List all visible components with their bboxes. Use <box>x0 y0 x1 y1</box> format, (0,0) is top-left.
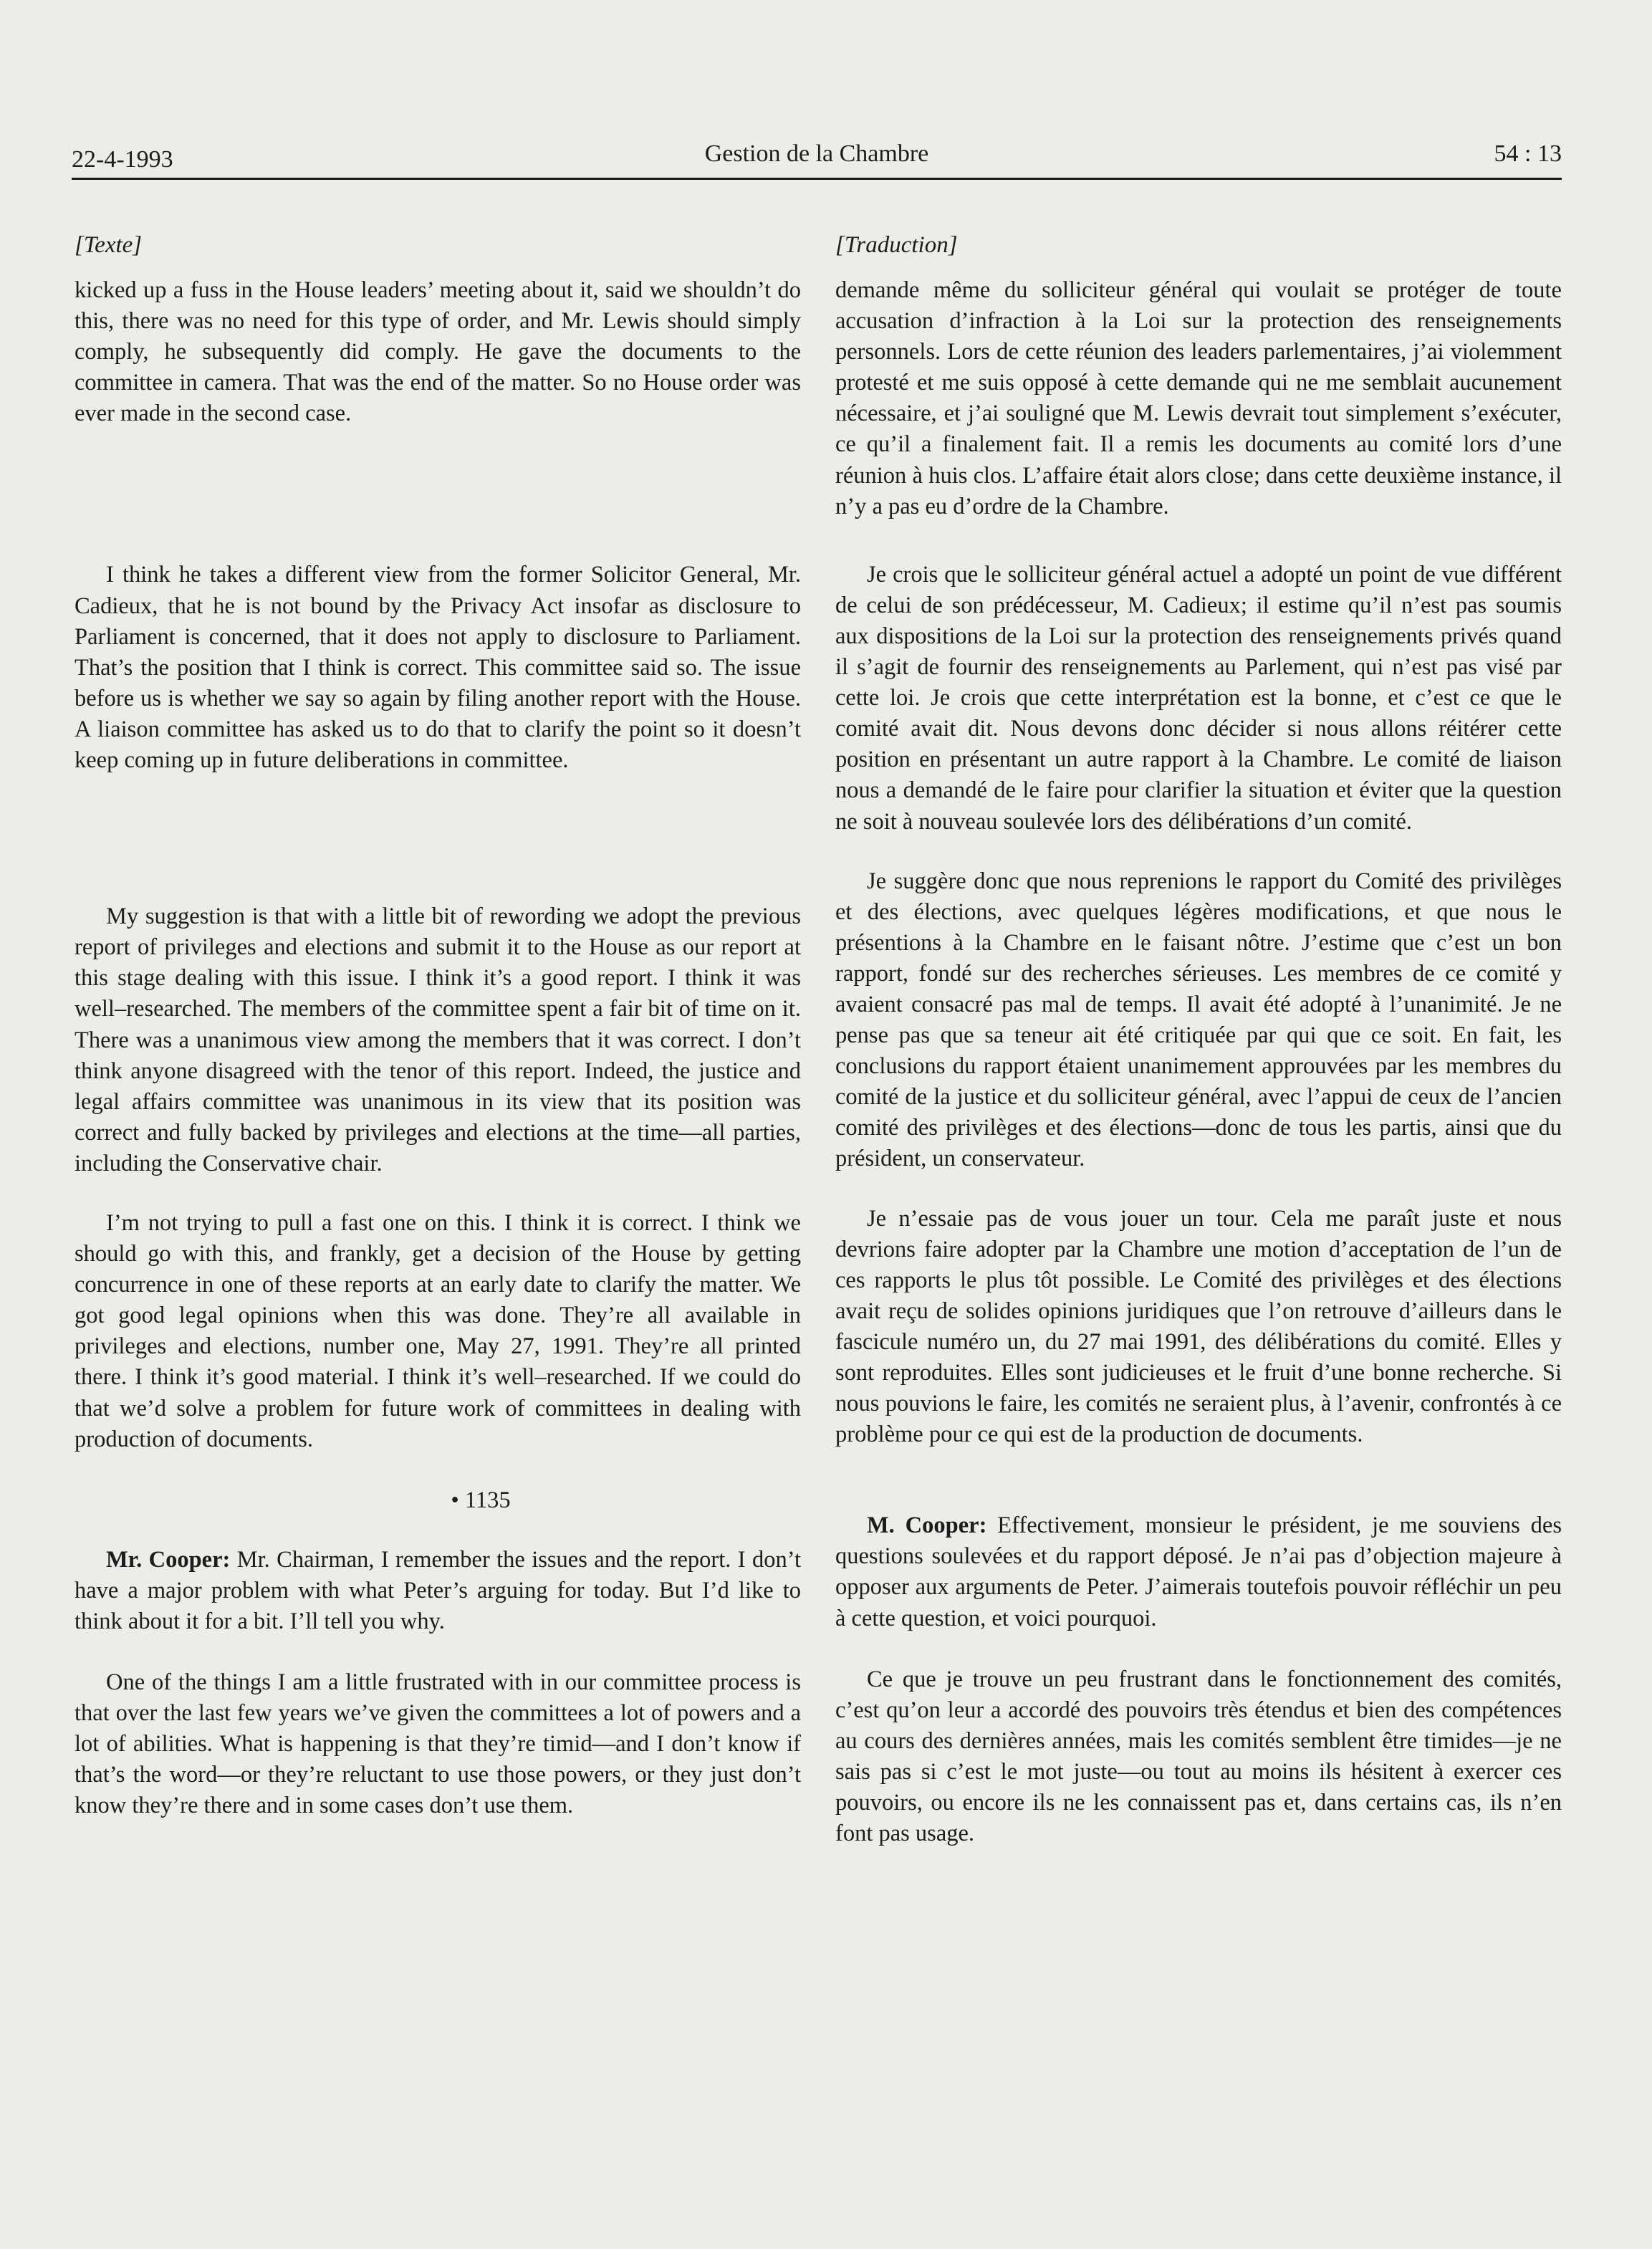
paragraph-en-1: kicked up a fuss in the House leaders’ meeting about it, said we shouldn’t do this, there was no need for this type of order, and Mr. Lewis should simply comply, he subsequently did comply. He gave the documents to the committee in camera. That was the end of the matter. So no House order was ever made in the second case. <box>75 277 801 427</box>
english-column <box>75 229 801 1821</box>
time-marker: • 1135 <box>451 1487 511 1513</box>
paragraph-fr-3: Je suggère donc que nous reprenions le rapport du Comité des privilèges et des élections, avec quelques légères modifications, et que nous le présentions à la Chambre en le faisant nôtre. J’estime que c’est un bon rapport, fondé sur des recherches sérieuses. Les membres de ce comité y avaient consacré pas mal de temps. Il avait été adopté à l’unanimité. Je ne pense pas que sa teneur ait été critiquée par qui que ce soit. En fait, les conclusions du rapport étaient unanimement approuvées par les membres du comité de la justice et du solliciteur général, avec l’appui de ceux de l’ancien comité des privilèges et des élections—donc de tous les partis, ainsi que du président, un conservateur. <box>835 868 1562 1172</box>
paragraph-en-3: My suggestion is that with a little bit of rewording we adopt the previous report of privileges and elections and submit it to the House as our report at this stage dealing with this issue. I think it’s a good report. I think it was well–researched. The members of the committee spent a fair bit of time on it. There was a unanimous view among the members that it was correct. I don’t think anyone disagreed with the tenor of this report. Indeed, the justice and legal affairs committee was unanimous in its view that its position was correct and fully backed by privileges and elections at the time—all parties, including the Conservative chair. <box>75 903 801 1176</box>
paragraph-en-6: One of the things I am a little frustrated with in our committee process is that over the last few years we’ve given the committees a lot of powers and a lot of abilities. What is happening is that they’re timid—and I don’t know if that’s the word—or they’re reluctant to use those powers, or they just don’t know they’re there and in some cases don’t use them. <box>75 1669 801 1819</box>
paragraph-fr-2: Je crois que le solliciteur général actuel a adopté un point de vue différent de celui de son prédécesseur, M. Cadieux; il estime qu’il n’est pas soumis aux dispositions de la Loi sur la protection des renseignements privés quand il s’agit de fournir des renseignements au Parlement, qui n’est pas visé par cette loi. Je crois que cette interprétation est la bonne, et c’est ce que le comité avait dit. Nous devons donc décider si nous allons réitérer cette position en présentant un autre rapport à la Chambre. Le comité de liaison nous a demandé de le faire pour clarifier la situation et éviter que la question ne soit à nouveau soulevée lors des délibérations d’un comité. <box>835 561 1562 835</box>
paragraph-en-2: I think he takes a different view from the former Solicitor General, Mr. Cadieux, that he is not bound by the Privacy Act insofar as disclosure to Parliament is concerned, that it does not apply to disclosure to Parliament. That’s the position that I think is correct. This committee said so. The issue before us is whether we say so again by filing another report with the House. A liaison committee has asked us to do that to clarify the point so it doesn’t keep coming up in future deliberations in committee. <box>75 562 801 774</box>
column-label-traduction: [Traduction] <box>835 232 958 258</box>
speaker-name-en: Mr. Cooper: <box>106 1546 231 1573</box>
paragraph-fr-6: Ce que je trouve un peu frustrant dans le fonctionnement des comités, c’est qu’on leur a accordé des pouvoirs très étendus et bien des compétences au cours des dernières années, mais les comités semblent être timides—je ne sais pas si c’est le mot juste—ou tout au moins ils hésitent à exercer ces pouvoirs, ou encore ils ne les connaissent pas et, dans certains cas, ils n’en font pas usage. <box>835 1666 1562 1847</box>
french-column <box>835 229 1562 1849</box>
header-date: 22-4-1993 <box>72 146 173 173</box>
column-label-texte: [Texte] <box>75 232 143 258</box>
speech-text-fr: Effectivement, monsieur le président, je me souviens des questions soulevées et du rapport déposé. Je n’ai pas d’objection majeure à opposer aux arguments de Peter. J’aimerais toutefois pouvoir réfléchir un peu à cette question, et voici pourquoi. <box>835 1512 1562 1631</box>
speaker-name-fr: M. Cooper: <box>867 1512 987 1539</box>
header-page-number: 54 : 13 <box>1494 140 1562 167</box>
paragraph-fr-5 <box>835 1510 1562 1634</box>
paragraph-fr-4: Je n’essaie pas de vous jouer un tour. Cela me paraît juste et nous devrions faire adopter par la Chambre une motion d’acceptation de l’un de ces rapports le plus tôt possible. Le Comité des privilèges et des élections avait reçu de solides opinions juridiques que l’on retrouve d’ailleurs dans le fascicule numéro un, du 27 mai 1991, des délibérations du comité. Elles y sont reproduites. Elles sont judicieuses et le fruit d’une bonne recherche. Si nous pouvions le faire, les comités ne seraient plus, à l’avenir, confrontés à ce problème pour ce qui est de la production de documents. <box>835 1205 1562 1448</box>
paragraph-en-4: I’m not trying to pull a fast one on this. I think it is correct. I think we should go with this, and frankly, get a decision of the House by getting concurrence in one of these reports at an early date to clarify the matter. We got good legal opinions when this was done. They’re all available in privileges and elections, number one, May 27, 1991. They’re all printed there. I think it’s good material. I think it’s well–researched. If we could do that we’d solve a problem for future work of committees in dealing with production of documents. <box>75 1209 801 1452</box>
running-header <box>72 140 1562 180</box>
speech-text-en: Mr. Chairman, I remember the issues and the report. I don’t have a major problem with what Peter’s arguing for today. But I’d like to think about it for a bit. I’ll tell you why. <box>75 1546 801 1634</box>
header-title: Gestion de la Chambre <box>704 140 929 167</box>
paragraph-fr-1: demande même du solliciteur général qui voulait se protéger de toute accusation d’infraction à la Loi sur la protection des renseignements personnels. Lors de cette réunion des leaders parlementaires, j’ai violemment protesté et me suis opposé à cette demande qui ne me semblait aucunement nécessaire, et j’ai souligné que M. Lewis devrait tout simplement s’exécuter, ce qu’il a finalement fait. Il a remis les documents au comité lors d’une réunion à huis clos. L’affaire était alors close; dans cette deuxième instance, il n’y a pas eu d’ordre de la Chambre. <box>835 277 1562 519</box>
paragraph-en-5 <box>75 1545 801 1637</box>
